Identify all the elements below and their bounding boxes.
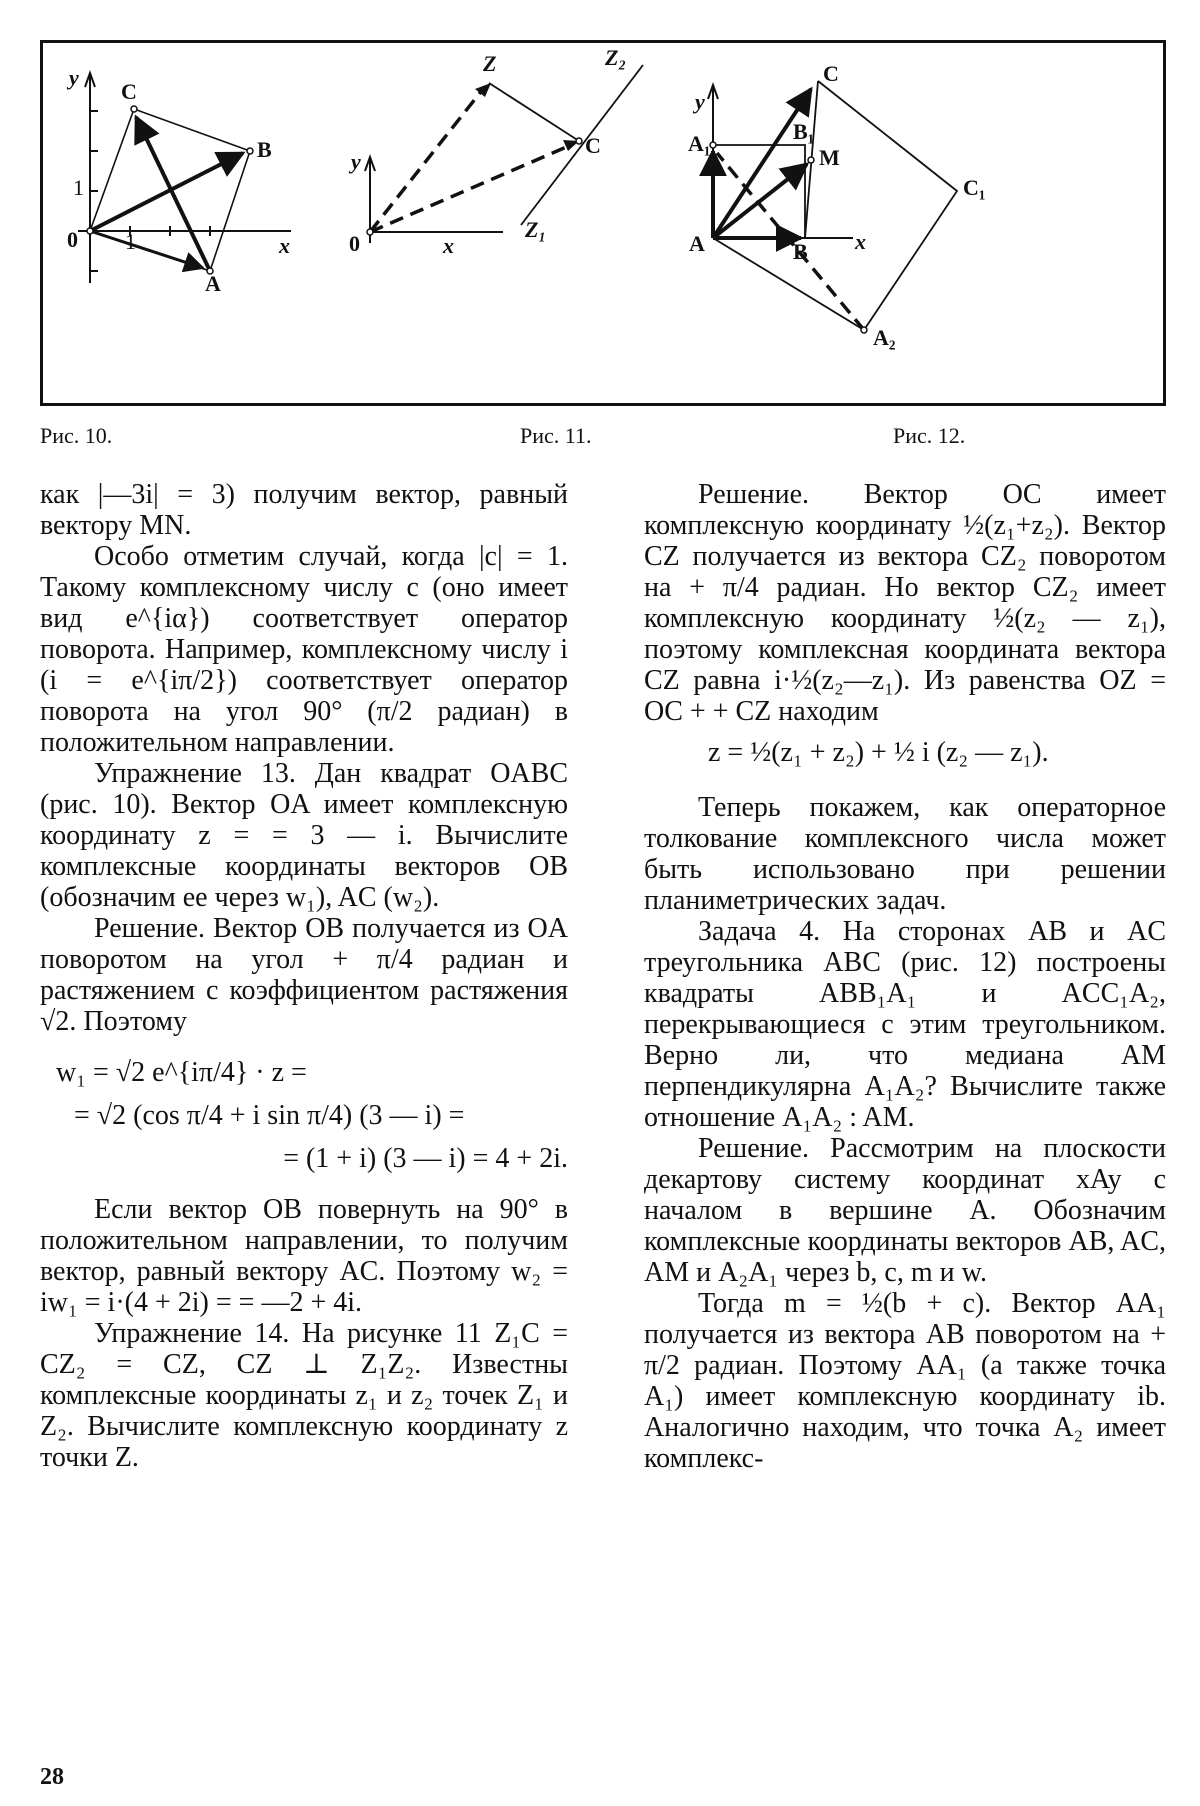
fig11-line-Z1Z2 [521,65,643,225]
right-column [644,479,1166,1474]
fig12-square-ABB1A1 [713,145,805,238]
right-eq1: z = ½(z₁ + z₂) + ½ i (z₂ — z₁). [708,737,1049,768]
fig12-label-A: A [689,231,705,256]
fig10-label-A: A [205,271,221,296]
fig12-vector-AM [713,164,807,238]
fig12-label-y: y [695,89,705,114]
fig12-vector-AC [713,89,811,238]
left-p6: Упражнение 14. На рисунке 11 Z₁C = CZ₂ = CZ, CZ ⊥ Z₁Z₂. Известны комплексные координаты z₁ и z₂ точек Z₁ и Z₂. Вычислите комплексную координату z точки Z. [40,1318,568,1473]
left-p5: Если вектор OB повернуть на 90° в положительном направлении, то получим вектор, равный вектору AC. Поэтому w₂ = iw₁ = i·(4 + 2i) = = —2 + 4i. [40,1194,568,1318]
fig11-label-x: x [443,233,454,258]
right-p1: Решение. Вектор OC имеет комплексную координату ½(z₁+z₂). Вектор CZ получается из вектора CZ₂ поворотом на + π/4 радиан. Но вектор CZ₂ имеет комплексную координату ½(z₂ — z₁), поэтому комплексная координата вектора CZ равна i·½(z₂—z₁). Из равенства OZ = OC + + CZ находим [644,479,1166,727]
fig10-label-origin: 0 [67,227,78,252]
caption-fig-11: Рис. 11. [520,423,592,448]
right-p2: Теперь покажем, как операторное толкование комплексного числа может быть использовано при решении планиметрических задач. [644,792,1166,916]
figure-11 [365,65,643,243]
fig12-label-C1: C₁ [963,175,986,200]
fig10-vector-AC [136,117,210,271]
fig10-label-tick-x: 1 [125,229,136,254]
fig11-label-Z1: Z₁ [525,217,547,242]
fig10-label-C: C [121,79,137,104]
left-p4: Решение. Вектор OB получается из OA поворотом на угол + π/4 радиан и растяжением с коэффициентом растяжения √2. Поэтому [40,913,568,1037]
caption-fig-12: Рис. 12. [893,423,966,448]
fig11-label-y: y [351,149,361,174]
left-p3: Упражнение 13. Дан квадрат OABC (рис. 10). Вектор OA имеет комплексную координату z = = 3 — i. Вычислите комплексные координаты векторов OB (обозначим ее через w₁), AC (w₂). [40,758,568,913]
fig11-label-Z2: Z₂ [605,45,627,70]
fig12-label-x: x [855,229,866,254]
fig11-label-Z: Z [483,51,497,76]
fig12-vector-A2A1 [717,153,864,330]
fig10-label-y: y [69,65,79,90]
figure-10 [78,73,291,283]
left-eq2: = √2 (cos π/4 + i sin π/4) (3 — i) = [74,1100,465,1131]
fig10-label-B: B [257,137,272,162]
fig12-label-A1: A₁ [688,131,711,156]
right-p4: Решение. Рассмотрим на плоскости декартову систему координат xAy с началом в вершине A. Обозначим комплексные координаты векторов AB, AC, AM и A₂A₁ через b, c, m и w. [644,1133,1166,1288]
caption-fig-10: Рис. 10. [40,423,113,448]
right-p5: Тогда m = ½(b + c). Вектор AA₁ получается из вектора AB поворотом на + π/2 радиан. Поэтому AA₁ (а также точка A₁) имеет комплексную координату ib. Аналогично находим, что точка A₂ имеет комплекс- [644,1288,1166,1474]
fig10-label-x: x [279,233,290,258]
figure-12 [708,81,957,333]
fig12-label-M: M [819,145,840,170]
page-number: 28 [40,1764,64,1790]
fig12-label-B1: B₁ [793,119,815,144]
fig11-label-origin: 0 [349,231,360,256]
fig12-label-C: C [823,61,839,86]
fig11-label-C: C [585,133,601,158]
fig11-segment-ZC [489,83,579,141]
fig10-vector-OA [90,231,203,268]
left-p1: как |—3i| = 3) получим вектор, равный вектору MN. [40,479,568,541]
fig11-vector-OZ [370,89,483,232]
left-p2: Особо отметим случай, когда |c| = 1. Такому комплексному числу c (оно имеет вид e^{iα}) соответствует оператор поворота. Например, комплексному числу i (i = e^{iπ/2}) соответствует оператор поворота на угол 90° (π/2 радиан) в положительном направлении. [40,541,568,758]
left-eq1: w₁ = √2 e^{iπ/4} · z = [56,1057,307,1088]
fig12-label-A2: A₂ [873,325,896,350]
fig12-label-B: B [793,239,808,264]
left-eq3: = (1 + i) (3 — i) = 4 + 2i. [283,1143,568,1174]
left-column [40,479,568,1473]
fig10-vector-OB [90,153,243,231]
right-p3: Задача 4. На сторонах AB и AC треугольника ABC (рис. 12) построены квадраты ABB₁A₁ и ACC₁A₂, перекрывающиеся с этим треугольником. Верно ли, что медиана AM перпендикулярна A₁A₂? Вычислите также отношение A₁A₂ : AM. [644,916,1166,1133]
figures-frame [40,40,1166,406]
figures-drawing [43,43,1169,409]
fig10-label-tick-y: 1 [73,175,84,200]
